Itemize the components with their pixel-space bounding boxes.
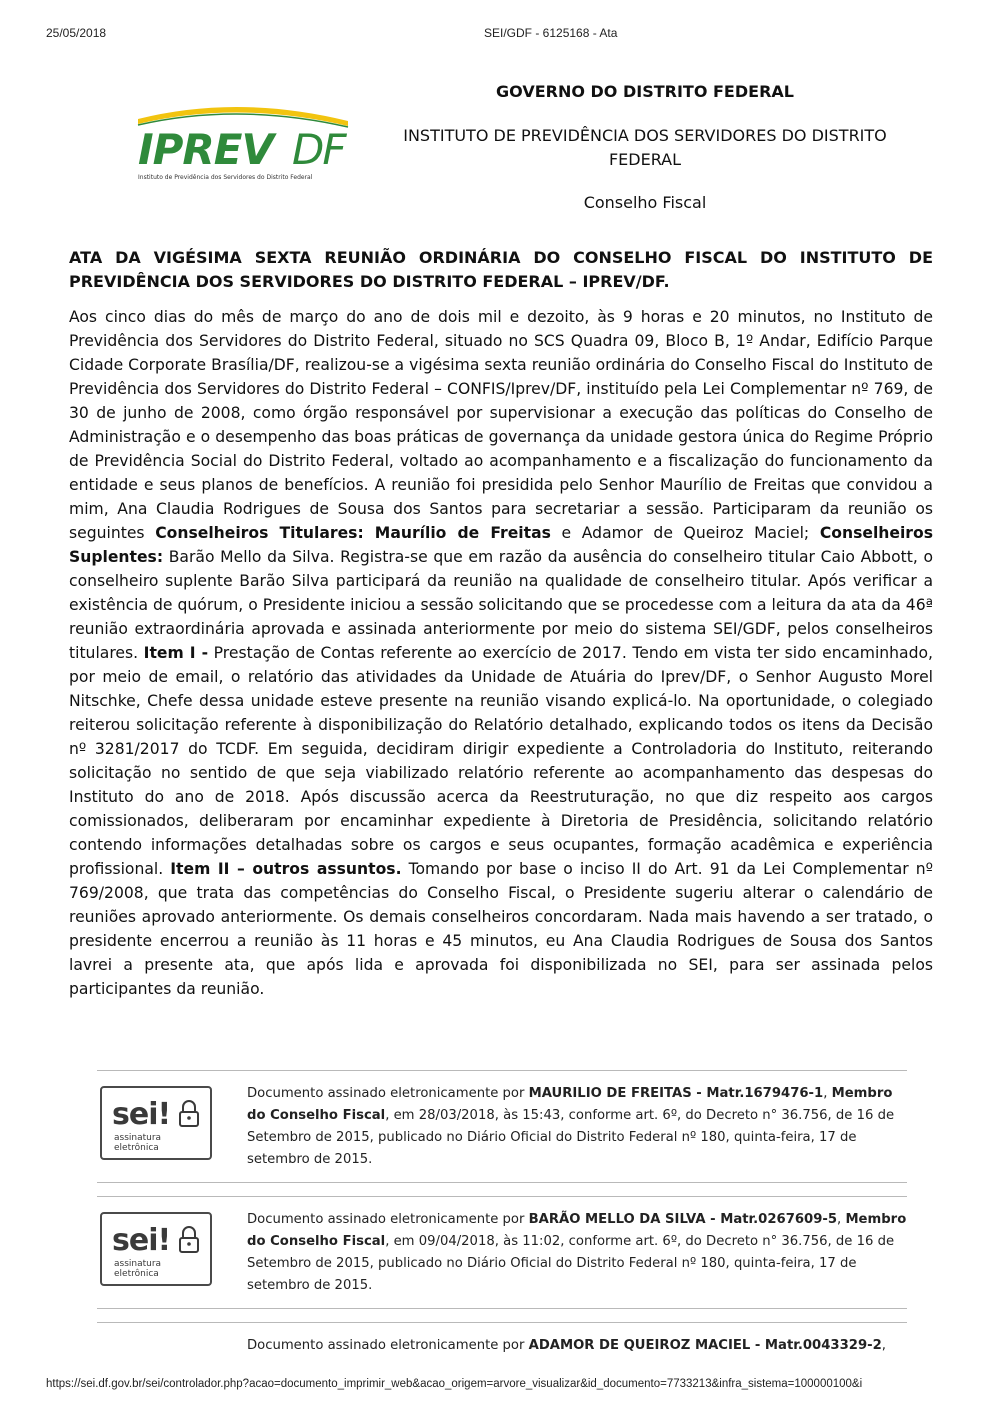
divider <box>97 1182 907 1183</box>
government-heading: GOVERNO DO DISTRITO FEDERAL <box>496 82 794 101</box>
print-title: SEI/GDF - 6125168 - Ata <box>484 26 618 40</box>
divider <box>97 1196 907 1197</box>
divider <box>97 1070 907 1071</box>
divider <box>97 1322 907 1323</box>
body-text: e Adamor de Queiroz Maciel; <box>550 524 820 542</box>
institute-heading: INSTITUTO DE PREVIDÊNCIA DOS SERVIDORES DO DISTRITO FEDERAL <box>403 126 887 169</box>
body-text: Tomando por base o inciso II do Art. 91 da Lei Complementar nº 769/2008, que trata das competências do Conselho Fiscal, o Presidente sugeriu alterar o calendário de reuniões aprovado anteriormente. Os demais conselheiros concordaram. Nada mais havendo a ser tratado, o presidente encerrou a reunião às 11 horas e 45 minutos, eu Ana Claudia Rodrigues de Sousa dos Santos lavrei a presente ata, que após lida e aprovada foi disponibilizada no SEI, para ser assinada pelos participantes da reunião. <box>69 860 934 998</box>
body-bold-text: Item I - <box>143 644 209 662</box>
svg-text:IPREV: IPREV <box>138 125 273 174</box>
body-bold-text: Conselheiros Titulares: Maurílio de Freitas <box>155 524 551 542</box>
divider <box>97 1308 907 1309</box>
signature-text: Documento assinado eletronicamente por MAURILIO DE FREITAS - Matr.1679476-1, Membro do Conselho Fiscal, em 28/03/2018, às 15:43, conforme art. 6º, do Decreto n° 36.756, de 16 de Setembro de 2015, publicado no Diário Oficial do Distrito Federal nº 180, quinta-feira, 17 de setembro de 2015. <box>247 1086 895 1167</box>
svg-text:sei!: sei! <box>112 1097 171 1132</box>
council-heading: Conselho Fiscal <box>583 193 707 212</box>
body-text: Aos cinco dias do mês de março do ano de dois mil e dezoito, às 9 horas e 20 minutos, no Instituto de Previdência dos Servidores do Distrito Federal, situado no SCS Quadra 09, Bloco B, 1º Andar, Edifício Parque Cidade Corporate Brasília/DF, realizou-se a vigésima sexta reunião ordinária do Conselho Fiscal do Instituto de Previdência dos Servidores do Distrito Federal – CONFIS/Iprev/DF, instituído pela Lei Complementar nº 769, de 30 de junho de 2008, como órgão responsável por supervisionar a execução das políticas do Conselho de Administração e o desempenho das boas práticas de governança da unidade gestora única do Regime Próprio de Previdência Social do Distrito Federal, voltado ao acompanhamento e a fiscalização do funcionamento da entidade e seus planos de benefícios. A reunião foi presidida pelo Senhor Maurílio de Freitas que convidou a mim, Ana Claudia Rodrigues de Sousa dos Santos para secretariar a sessão. Participaram da reunião os seguintes <box>69 308 933 542</box>
print-url: https://sei.df.gov.br/sei/controlador.php?acao=documento_imprimir_web&acao_origem=arvore_visualizar&id_documento=7733213&infra_sistema=100000100&i <box>46 1378 863 1390</box>
document-title: ATA DA VIGÉSIMA SEXTA REUNIÃO ORDINÁRIA DO CONSELHO FISCAL DO INSTITUTO DE PREVIDÊNCIA DOS SERVIDORES DO DISTRITO FEDERAL – IPREV/DF. <box>69 248 933 291</box>
body-bold-text: Item II – outros assuntos. <box>170 860 402 878</box>
svg-text:DF: DF <box>292 125 345 174</box>
body-text: Prestação de Contas referente ao exercício de 2017. Tendo em vista ter sido encaminhado, por meio de email, o relatório das atividades da Unidade de Atuária do Iprev/DF, o Senhor Augusto Morel Nitschke, Chefe dessa unidade esteve presente na reunião visando explicá-lo. Na oportunidade, o colegiado reiterou solicitação referente à disponibilização do Relatório detalhado, explicando todos os itens da Decisão nº 3281/2017 do TCDF. Em seguida, decidiram dirigir expediente a Controladoria do Instituto, reiterando solicitação no sentido de que seja viabilizado relatório referente ao acompanhamento das despesas do Instituto do ano de 2018. Após discussão acerca da Reestruturação, no que diz respeito aos cargos comissionados, deliberaram por encaminhar expediente à Diretoria de Presidência, solicitando relatório contendo informações detalhadas sobre os cargos e seus ocupantes, formação acadêmica e experiência profissional. <box>69 644 933 878</box>
svg-text:sei!: sei! <box>112 1223 171 1258</box>
svg-text:assinatura: assinatura <box>114 1259 162 1269</box>
body-bold-text: Conselheiros Suplentes: <box>69 524 933 566</box>
document-body <box>69 305 933 1001</box>
sei-seal-icon <box>102 1088 210 1158</box>
svg-text:eletrônica: eletrônica <box>114 1269 159 1279</box>
body-text: Barão Mello da Silva. Registra-se que em razão da ausência do conselheiro titular Caio Abbott, o conselheiro suplente Barão Silva participará da reunião na qualidade de conselheiro titular. Após verificar a existência de quórum, o Presidente iniciou a sessão solicitando que se procedesse com a leitura da ata da 46ª reunião extraordinária aprovada e assinada anteriormente por meio do sistema SEI/GDF, pelos conselheiros titulares. <box>69 548 933 662</box>
svg-text:assinatura: assinatura <box>114 1133 162 1143</box>
sei-seal <box>100 1212 212 1286</box>
sei-seal-icon <box>102 1214 210 1284</box>
sei-seal <box>100 1086 212 1160</box>
svg-text:Instituto de Previdência dos S: Instituto de Previdência dos Servidores do Distrito Federal <box>138 174 313 181</box>
iprev-df-logo <box>134 104 352 184</box>
signature-text: Documento assinado eletronicamente por BARÃO MELLO DA SILVA - Matr.0267609-5, Membro do Conselho Fiscal, em 09/04/2018, às 11:02, conforme art. 6º, do Decreto n° 36.756, de 16 de Setembro de 2015, publicado no Diário Oficial do Distrito Federal nº 180, quinta-feira, 17 de setembro de 2015. <box>247 1212 907 1293</box>
svg-text:eletrônica: eletrônica <box>114 1143 159 1153</box>
signature-text: Documento assinado eletronicamente por ADAMOR DE QUEIROZ MACIEL - Matr.0043329-2, <box>247 1338 886 1353</box>
print-date: 25/05/2018 <box>46 26 107 40</box>
